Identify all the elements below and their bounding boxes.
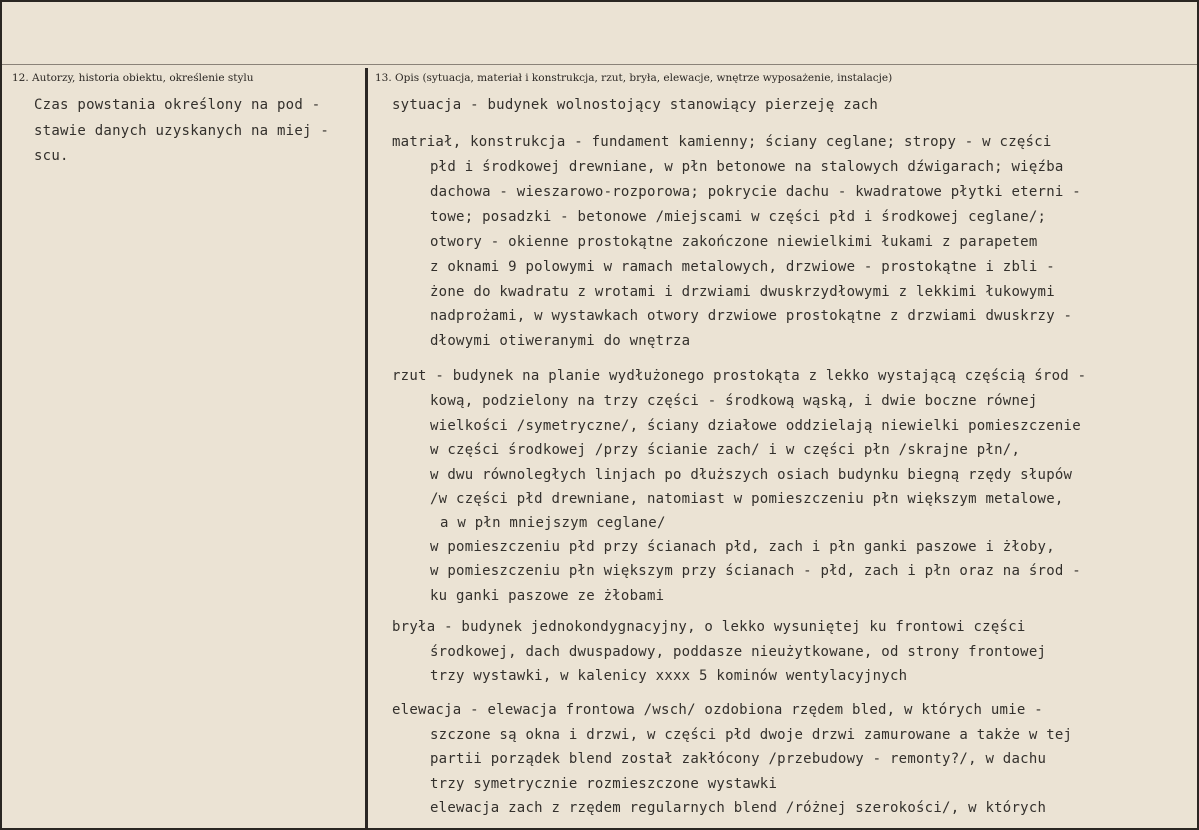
section-12-header: 12. Autorzy, historia obiektu, określenie stylu	[12, 72, 254, 84]
right-line: szczone są okna i drzwi, w części płd dwoje drzwi zamurowane a także w tej	[430, 727, 1073, 743]
right-line: partii porządek blend został zakłócony /przebudowy - remonty?/, w dachu	[430, 751, 1047, 767]
right-line: dłowymi otiweranymi do wnętrza	[430, 333, 691, 349]
column-divider	[365, 68, 368, 830]
right-line: w części środkowej /przy ścianie zach/ i w części płn /skrajne płn/,	[430, 442, 1021, 458]
right-line: bryła - budynek jednokondygnacyjny, o lekko wysuniętej ku frontowi części	[392, 619, 1026, 635]
right-line: dachowa - wieszarowo-rozporowa; pokrycie dachu - kwadratowe płytki eterni -	[430, 184, 1081, 200]
right-line: ku ganki paszowe ze żłobami	[430, 588, 665, 604]
top-rule	[2, 64, 1197, 65]
left-line: stawie danych uzyskanych na miej -	[34, 123, 330, 139]
right-line: trzy wystawki, w kalenicy xxxx 5 kominów wentylacyjnych	[430, 668, 908, 684]
right-line: elewacja zach z rzędem regularnych blend /różnej szerokości/, w których	[430, 800, 1047, 816]
right-line: w pomieszczeniu płd przy ścianach płd, zach i płn ganki paszowe i żłoby,	[430, 539, 1055, 555]
right-line: otwory - okienne prostokątne zakończone niewielkimi łukami z parapetem	[430, 234, 1038, 250]
left-line: Czas powstania określony na pod -	[34, 97, 321, 113]
right-line: płd i środkowej drewniane, w płn betonowe na stalowych dźwigarach; więźba	[430, 159, 1064, 175]
right-line: towe; posadzki - betonowe /miejscami w części płd i środkowej ceglane/;	[430, 209, 1047, 225]
right-line: rzut - budynek na planie wydłużonego prostokąta z lekko wystającą częścią środ -	[392, 368, 1087, 384]
right-line: w pomieszczeniu płn większym przy ścianach - płd, zach i płn oraz na środ -	[430, 563, 1081, 579]
right-line: elewacja - elewacja frontowa /wsch/ ozdobiona rzędem bled, w których umie -	[392, 702, 1043, 718]
right-line: wielkości /symetryczne/, ściany działowe oddzielają niewielki pomieszczenie	[430, 418, 1081, 434]
section-13-header: 13. Opis (sytuacja, materiał i konstrukcja, rzut, bryła, elewacje, wnętrze wyposażenie, instalacje)	[375, 72, 893, 84]
right-line: trzy symetrycznie rozmieszczone wystawki	[430, 776, 778, 792]
right-line: w dwu równoległych linjach po dłuższych osiach budynku biegną rzędy słupów	[430, 467, 1073, 483]
right-line: /w części płd drewniane, natomiast w pomieszczeniu płn większym metalowe,	[430, 491, 1064, 507]
right-line: środkowej, dach dwuspadowy, poddasze nieużytkowane, od strony frontowej	[430, 644, 1047, 660]
right-line: sytuacja - budynek wolnostojący stanowiący pierzeję zach	[392, 97, 879, 113]
right-line: kową, podzielony na trzy części - środkową wąską, i dwie boczne równej	[430, 393, 1038, 409]
left-line: scu.	[34, 148, 69, 164]
right-line: nadprożami, w wystawkach otwory drzwiowe prostokątne z drzwiami dwuskrzy -	[430, 308, 1073, 324]
right-line: a w płn mniejszym ceglane/	[440, 515, 666, 531]
right-line: z oknami 9 polowymi w ramach metalowych, drzwiowe - prostokątne i zbli -	[430, 259, 1055, 275]
right-line: matriał, konstrukcja - fundament kamienny; ściany ceglane; stropy - w części	[392, 134, 1052, 150]
right-line: żone do kwadratu z wrotami i drzwiami dwuskrzydłowymi z lekkimi łukowymi	[430, 284, 1055, 300]
